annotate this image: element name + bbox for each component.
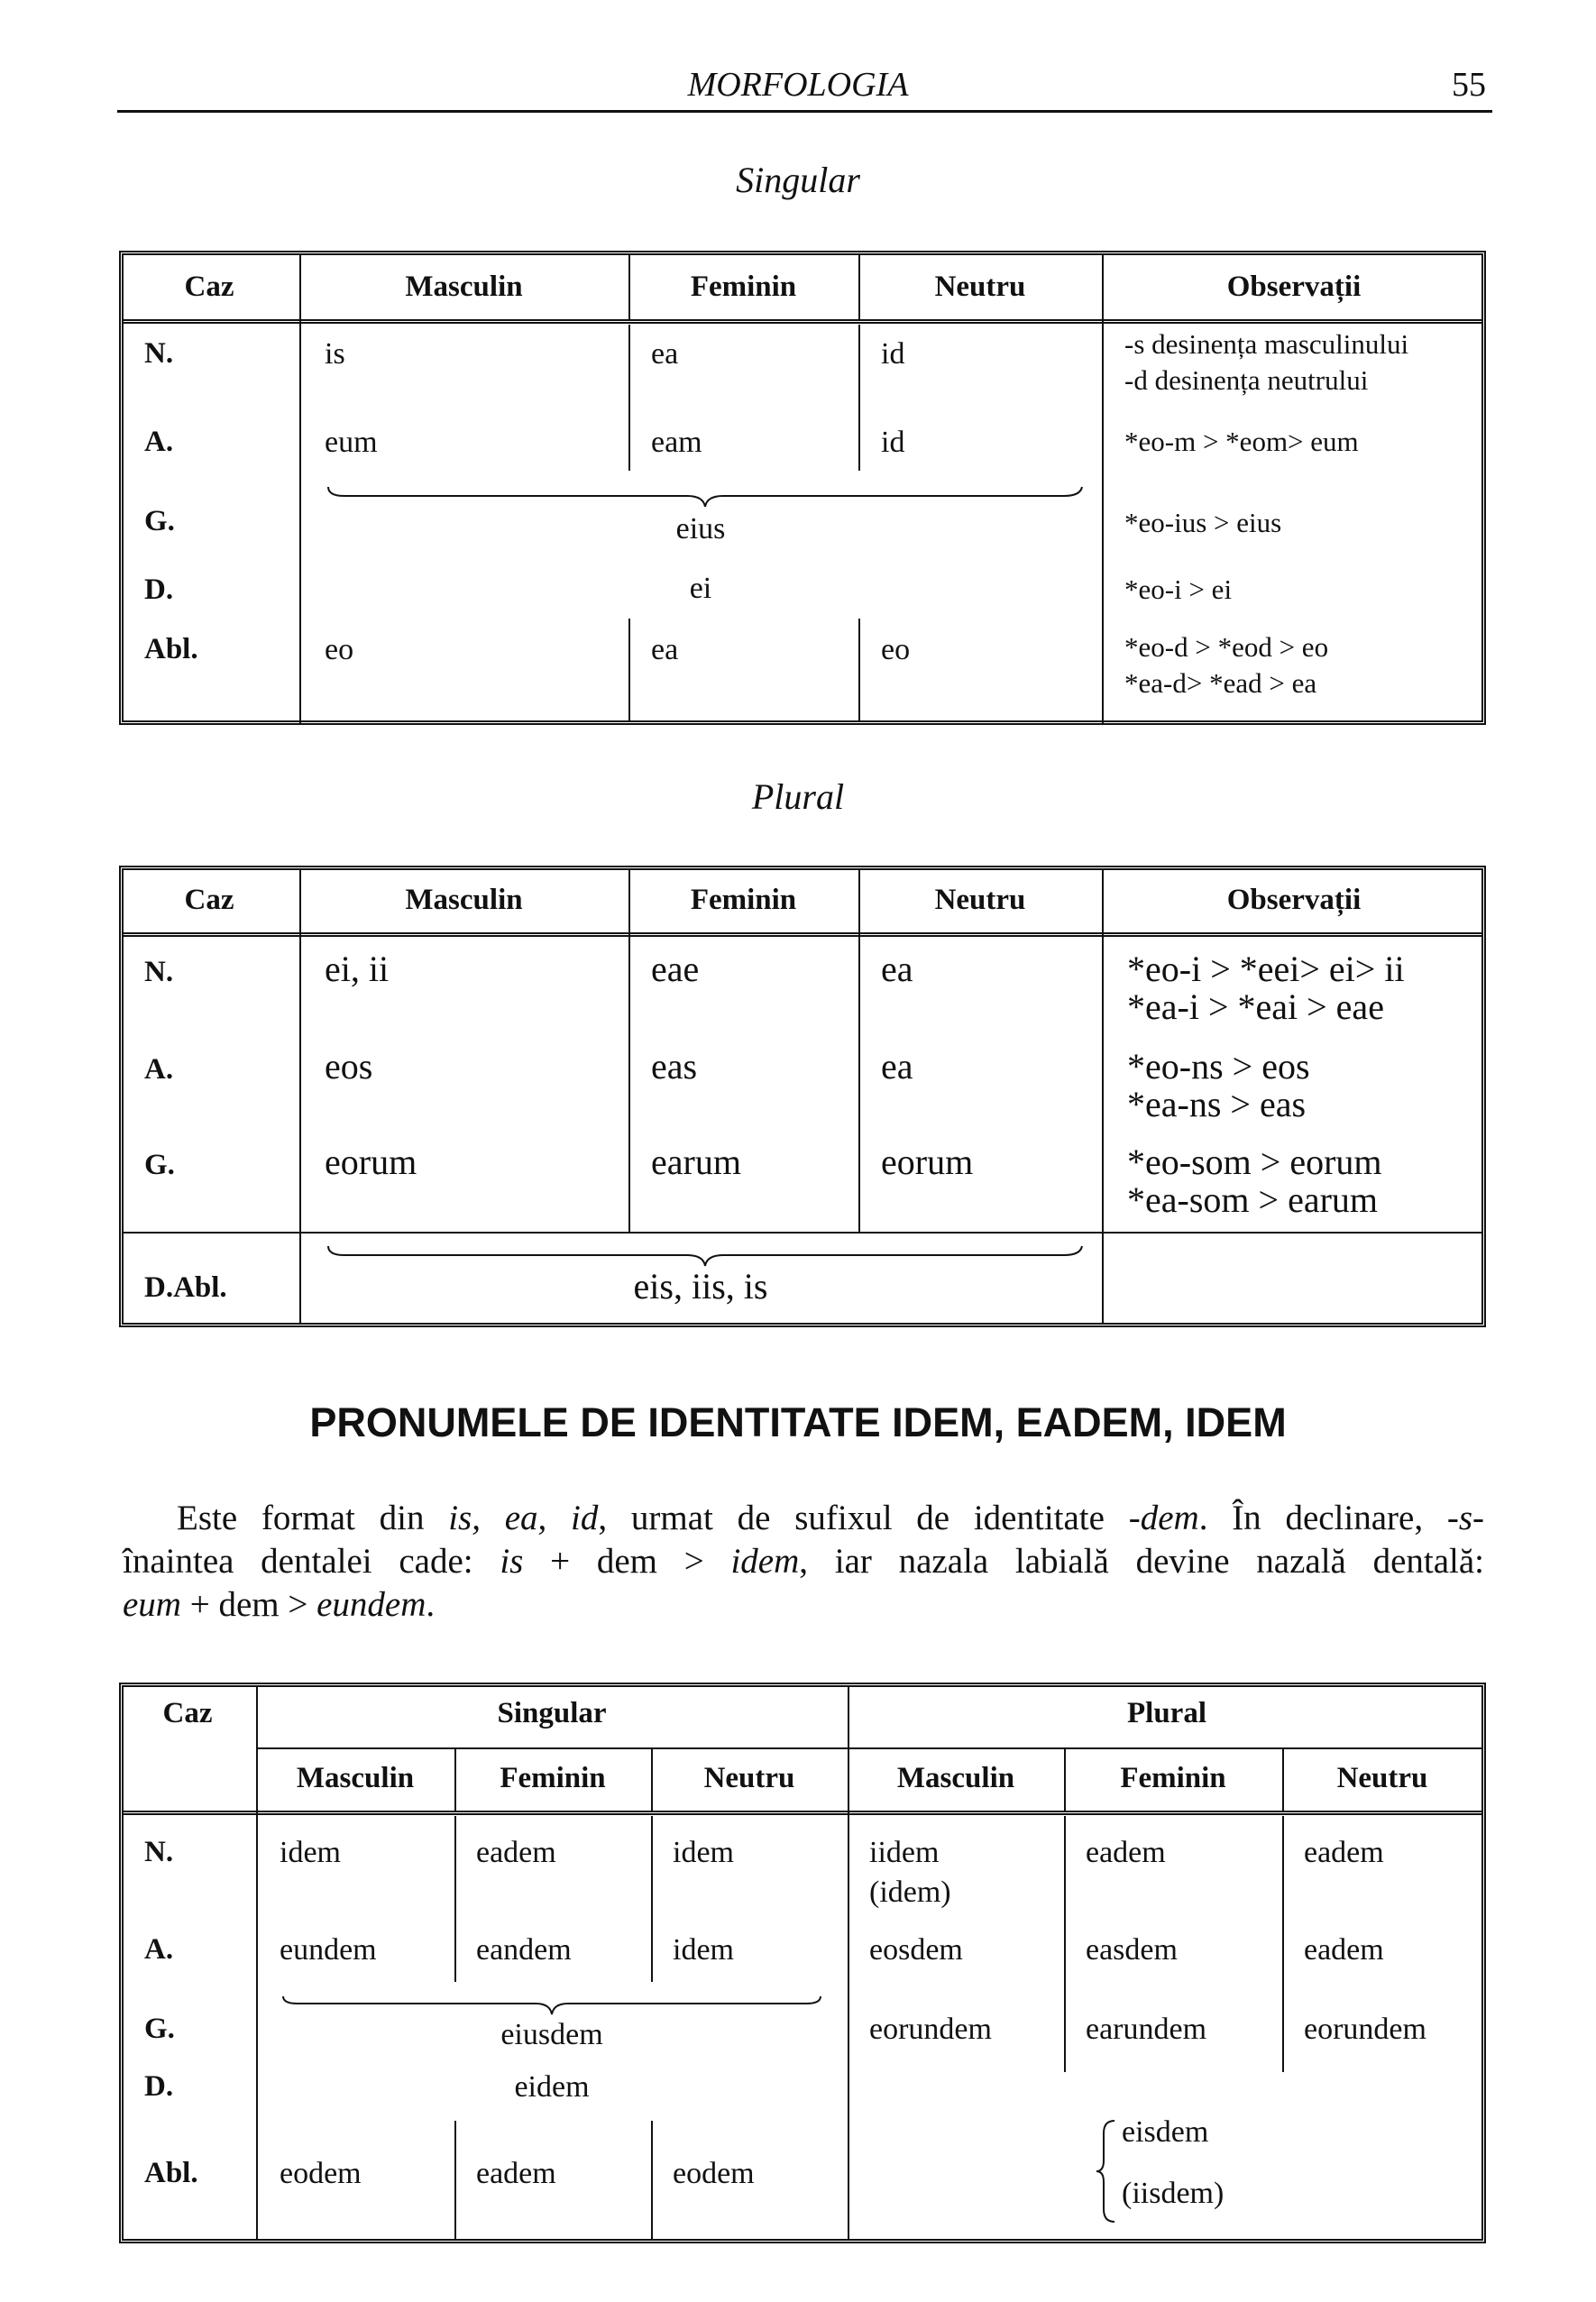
case-label: Abl. bbox=[144, 633, 198, 665]
cell-pl-neut: eadem bbox=[1304, 1836, 1384, 1869]
singular-table bbox=[119, 251, 1486, 725]
subheader-neutru: Neutru bbox=[1336, 1762, 1428, 1794]
col-divider bbox=[628, 869, 630, 1232]
cell-pl-fem: earundem bbox=[1086, 2013, 1207, 2046]
cell-merged: eius bbox=[675, 512, 726, 546]
case-label: D. bbox=[144, 573, 174, 606]
text-run: . În declinare, bbox=[1198, 1499, 1447, 1537]
cell-fem: ea bbox=[651, 337, 679, 371]
running-header-title: MORFOLOGIA bbox=[687, 66, 909, 104]
header-masculin: Masculin bbox=[405, 884, 523, 916]
cell-pl-neut: eorundem bbox=[1304, 2013, 1426, 2046]
subheader-masculin: Masculin bbox=[296, 1762, 415, 1794]
cell-obs bbox=[1127, 1048, 1310, 1123]
cell-pl-masc-alt: (idem) bbox=[869, 1876, 951, 1909]
header-separator bbox=[123, 932, 1482, 937]
cell-obs: *eo-i > ei bbox=[1124, 573, 1233, 605]
cell-neut: ea bbox=[881, 949, 913, 989]
section-paragraph bbox=[123, 1497, 1484, 1627]
cell-merged: eis, iis, is bbox=[633, 1266, 768, 1307]
header-rule bbox=[117, 110, 1492, 113]
cell-sing-masc: eodem bbox=[280, 2157, 362, 2190]
cell-masc: is bbox=[325, 337, 345, 371]
obs-line: *ea-ns > eas bbox=[1127, 1084, 1307, 1124]
cell-neut: id bbox=[881, 426, 905, 459]
case-label: G. bbox=[144, 505, 175, 537]
cell-masc: ei, ii bbox=[325, 949, 390, 989]
text-run: Este format din bbox=[177, 1499, 449, 1537]
row-separator bbox=[123, 1232, 1482, 1234]
col-divider bbox=[299, 869, 301, 1324]
cell-obs: *eo-ius > eius bbox=[1124, 507, 1282, 538]
header-separator bbox=[123, 319, 1482, 324]
cell-fem: eam bbox=[651, 426, 702, 459]
case-label: Abl. bbox=[144, 2157, 198, 2189]
obs-line: *eo-i > *eei> ei> ii bbox=[1127, 949, 1405, 989]
page-number: 55 bbox=[1452, 66, 1486, 104]
cell-pl-merged-alt: (iisdem) bbox=[1122, 2177, 1225, 2210]
case-label: N. bbox=[144, 337, 174, 370]
obs-line: -d desinența neutrului bbox=[1124, 364, 1369, 396]
case-label: D.Abl. bbox=[144, 1271, 227, 1304]
text-run: . bbox=[426, 1585, 436, 1624]
paragraph-line bbox=[123, 1497, 1484, 1540]
obs-line: -s desinența masculinului bbox=[1124, 328, 1409, 360]
cell-obs bbox=[1127, 1143, 1382, 1219]
cell-pl-masc: iidem bbox=[869, 1836, 940, 1869]
col-divider bbox=[1102, 254, 1104, 723]
header-neutru: Neutru bbox=[934, 884, 1026, 916]
col-divider bbox=[1064, 1816, 1066, 2072]
cell-obs: *eo-m > *eom> eum bbox=[1124, 426, 1359, 457]
paragraph-line bbox=[123, 1583, 1484, 1627]
text-run-italic: eundem bbox=[316, 1585, 427, 1624]
group-separator bbox=[256, 1747, 1482, 1749]
cell-fem: eae bbox=[651, 949, 700, 989]
singular-caption: Singular bbox=[736, 160, 860, 200]
cell-neut: id bbox=[881, 337, 905, 371]
col-divider bbox=[651, 2121, 653, 2240]
cell-neut: ea bbox=[881, 1046, 913, 1087]
text-run-italic: is bbox=[500, 1542, 524, 1581]
subheader-neutru: Neutru bbox=[703, 1762, 795, 1794]
cell-merged: ei bbox=[689, 572, 712, 605]
cell-obs bbox=[1124, 629, 1328, 702]
header-observatii: Observații bbox=[1226, 884, 1362, 916]
subheader-feminin: Feminin bbox=[1120, 1762, 1226, 1794]
header-masculin: Masculin bbox=[405, 271, 523, 303]
col-divider bbox=[858, 869, 860, 1232]
section-heading: PRONUMELE DE IDENTITATE IDEM, EADEM, IDEM bbox=[309, 1399, 1287, 1445]
col-divider bbox=[454, 2121, 456, 2240]
header-group-singular: Singular bbox=[497, 1697, 607, 1729]
col-divider bbox=[858, 325, 860, 471]
obs-line: *ea-som > earum bbox=[1127, 1179, 1379, 1220]
cell-sing-neut: idem bbox=[673, 1933, 734, 1967]
idem-table bbox=[119, 1683, 1486, 2243]
text-run: , urmat de sufixul de identitate bbox=[598, 1499, 1129, 1537]
text-run-italic: eum bbox=[123, 1585, 181, 1624]
case-label: A. bbox=[144, 1053, 174, 1086]
obs-line: *eo-som > eorum bbox=[1127, 1142, 1382, 1182]
obs-line: *eo-ns > eos bbox=[1127, 1046, 1310, 1087]
cell-fem: earum bbox=[651, 1142, 741, 1182]
cell-masc: eo bbox=[325, 633, 354, 666]
col-divider bbox=[454, 1816, 456, 1982]
cell-sing-masc: idem bbox=[280, 1836, 341, 1869]
case-label: D. bbox=[144, 2070, 174, 2103]
col-divider bbox=[299, 254, 301, 723]
col-divider bbox=[628, 325, 630, 471]
cell-pl-masc: eorundem bbox=[869, 2013, 992, 2046]
paragraph-line bbox=[123, 1540, 1484, 1583]
merge-brace bbox=[281, 1995, 822, 2018]
col-divider bbox=[1282, 1816, 1284, 2072]
case-label: A. bbox=[144, 1933, 174, 1966]
cell-fem: ea bbox=[651, 633, 679, 666]
text-run-italic: -dem bbox=[1128, 1499, 1199, 1537]
header-feminin: Feminin bbox=[690, 884, 797, 916]
cell-sing-fem: eadem bbox=[476, 2157, 556, 2190]
obs-line: *ea-d> *ead > ea bbox=[1124, 667, 1317, 699]
cell-sing-masc: eundem bbox=[280, 1933, 377, 1967]
case-label: G. bbox=[144, 2013, 175, 2045]
header-feminin: Feminin bbox=[690, 271, 797, 303]
cell-sing-fem: eandem bbox=[476, 1933, 572, 1967]
cell-pl-fem: eadem bbox=[1086, 1836, 1166, 1869]
text-run: înaintea dentalei cade: bbox=[123, 1542, 500, 1581]
header-group-plural: Plural bbox=[1127, 1697, 1206, 1729]
text-run-italic: idem bbox=[730, 1542, 800, 1581]
cell-sing-neut: eodem bbox=[673, 2157, 755, 2190]
case-label: G. bbox=[144, 1149, 175, 1181]
cell-obs bbox=[1124, 326, 1408, 399]
obs-line: *eo-d > *eod > eo bbox=[1124, 631, 1329, 663]
text-run-italic: is, ea, id bbox=[448, 1499, 599, 1537]
col-divider bbox=[1102, 869, 1104, 1324]
plural-table bbox=[119, 866, 1486, 1327]
cell-neut: eorum bbox=[881, 1142, 974, 1182]
subheader-feminin: Feminin bbox=[500, 1762, 606, 1794]
cell-sing-merged: eiusdem bbox=[500, 2018, 603, 2051]
cell-masc: eum bbox=[325, 426, 378, 459]
text-run: , iar nazala labială devine nazală dentală: bbox=[799, 1542, 1485, 1581]
cell-fem: eas bbox=[651, 1046, 698, 1087]
curly-brace bbox=[1095, 2117, 1122, 2225]
cell-neut: eo bbox=[881, 633, 911, 666]
header-caz: Caz bbox=[162, 1697, 213, 1729]
col-divider bbox=[858, 619, 860, 721]
col-divider bbox=[651, 1816, 653, 1982]
col-divider bbox=[628, 619, 630, 721]
header-observatii: Observații bbox=[1226, 271, 1362, 303]
text-run: + dem > bbox=[180, 1585, 317, 1624]
cell-sing-merged: eidem bbox=[514, 2070, 590, 2104]
cell-pl-fem: easdem bbox=[1086, 1933, 1178, 1967]
text-run: + dem > bbox=[523, 1542, 731, 1581]
header-caz: Caz bbox=[184, 271, 234, 303]
header-caz: Caz bbox=[184, 884, 234, 916]
cell-sing-fem: eadem bbox=[476, 1836, 556, 1869]
header-separator bbox=[123, 1811, 1482, 1815]
merge-brace bbox=[326, 485, 1084, 512]
case-label: A. bbox=[144, 426, 174, 458]
case-label: N. bbox=[144, 1836, 174, 1868]
cell-sing-neut: idem bbox=[673, 1836, 734, 1869]
cell-masc: eos bbox=[325, 1046, 373, 1087]
cell-pl-neut: eadem bbox=[1304, 1933, 1384, 1967]
cell-obs bbox=[1127, 950, 1405, 1026]
text-run-italic: -s- bbox=[1446, 1499, 1484, 1537]
cell-masc: eorum bbox=[325, 1142, 417, 1182]
cell-pl-merged: eisdem bbox=[1122, 2115, 1209, 2149]
plural-caption: Plural bbox=[751, 776, 845, 817]
header-neutru: Neutru bbox=[934, 271, 1026, 303]
obs-line: *ea-i > *eai > eae bbox=[1127, 986, 1384, 1027]
cell-pl-masc: eosdem bbox=[869, 1933, 963, 1967]
case-label: N. bbox=[144, 956, 174, 988]
subheader-masculin: Masculin bbox=[896, 1762, 1015, 1794]
